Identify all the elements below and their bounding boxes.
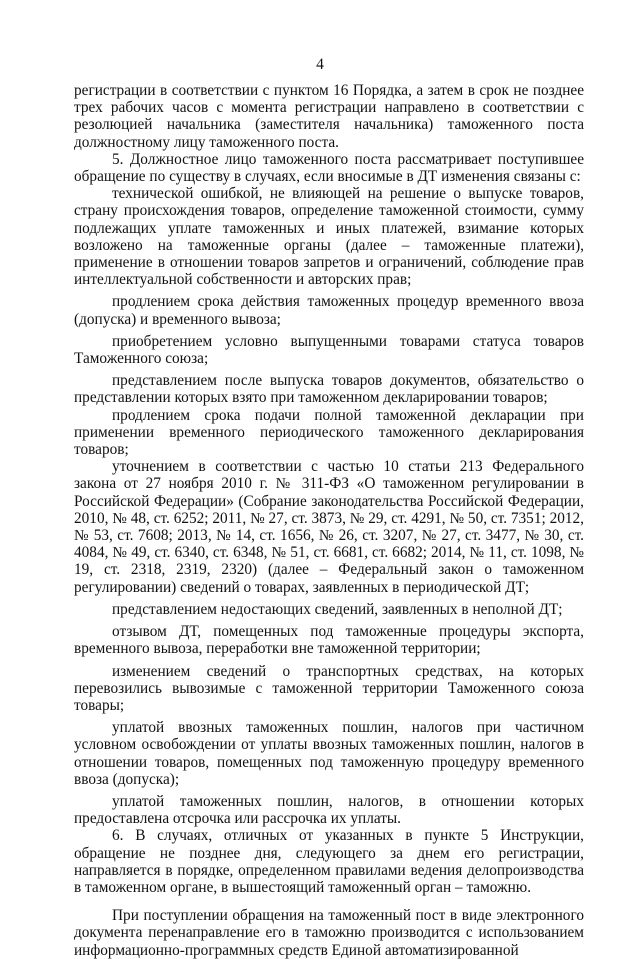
list-item-full-declaration: продлением срока подачи полной таможенной декларации при применении временного периодического таможенного декларирования товаров; — [74, 406, 584, 459]
list-item-technical-error: технической ошибкой, не влияющей на решение о выпуске товаров, страну происхождения товаров, определение таможенной стоимости, сумму подлежащих уплате таможенных и иных платежей, взимание которых возложено на таможенные органы (далее – таможенные платежи), применение в отношении товаров запретов и ограничений, соблюдение прав интеллектуальной собственности и авторских прав; — [74, 185, 584, 289]
list-item-customs-union-status: приобретением условно выпущенными товарами статуса товаров Таможенного союза; — [74, 332, 584, 368]
list-item-duties-partial: уплатой ввозных таможенных пошлин, налогов при частичном условном освобождении от уплаты ввозных таможенных пошлин, налогов в отношении товаров, помещенных под таможенную процедуру временного ввоза (допуска); — [74, 719, 584, 788]
list-item-vehicles: изменением сведений о транспортных средствах, на которых перевозились вывозимые с таможенной территории Таможенного союза товары; — [74, 662, 584, 714]
list-item-federal-law: уточнением в соответствии с частью 10 статьи 213 Федерального закона от 27 ноября 2010 г. № 311-ФЗ «О таможенном регулировании в Российской Федерации» (Собрание законодательства Российской Федерации, 2010, № 48, ст. 6252; 2011, № 27, ст. 3873, № 29, ст. 4291, № 50, ст. 7351; 2012, № 53, ст. 7608; 2013, № 14, ст. 1656, № 26, ст. 3207, № 27, ст. 3477, № 30, ст. 4084, № 49, ст. 6340, ст. 6348, № 51, ст. 6681, ст. 6682; 2014, № 11, ст. 1098, № 19, ст. 2318, 2319, 2320) (далее – Федеральный закон о таможенном регулировании) сведений о товарах, заявленных в периодической ДТ; — [74, 458, 584, 596]
list-item-missing-info: представлением недостающих сведений, заявленных в неполной ДТ; — [112, 600, 563, 618]
paragraph-item-5: 5. Должностное лицо таможенного поста рассматривает поступившее обращение по существу в случаях, если вносимые в ДТ изменения связаны с: — [74, 150, 584, 186]
paragraph-continuation: регистрации в соответствии с пунктом 16 Порядка, а затем в срок не позднее трех рабочих часов с момента регистрации направлено в соответствии с резолюцией начальника (заместителя начальника) таможенного поста должностному лицу таможенного поста. — [74, 82, 584, 151]
document-body — [74, 82, 584, 959]
list-item-duties-deferral: уплатой таможенных пошлин, налогов, в отношении которых предоставлена отсрочка или рассрочка их уплаты. — [74, 792, 584, 828]
list-item-withdrawal: отзывом ДТ, помещенных под таможенные процедуры экспорта, временного вывоза, переработки вне таможенной территории; — [74, 623, 584, 658]
paragraph-item-6: 6. В случаях, отличных от указанных в пункте 5 Инструкции, обращение не позднее дня, следующего за днем его регистрации, направляется в порядке, определенном правилами ведения делопроизводства в таможенном органе, в вышестоящий таможенный орган – таможню. — [74, 827, 584, 896]
list-item-documents: представлением после выпуска товаров документов, обязательство о представлении которых взято при таможенном декларировании товаров; — [74, 372, 584, 407]
paragraph-electronic-document: При поступлении обращения на таможенный пост в виде электронного документа перенаправление его в таможню производится с использованием информационно-программных средств Единой автоматизированной — [74, 907, 584, 959]
page-number: 4 — [316, 56, 324, 73]
list-item-temporary-import: продлением срока действия таможенных процедур временного ввоза (допуска) и временного вывоза; — [74, 293, 584, 328]
